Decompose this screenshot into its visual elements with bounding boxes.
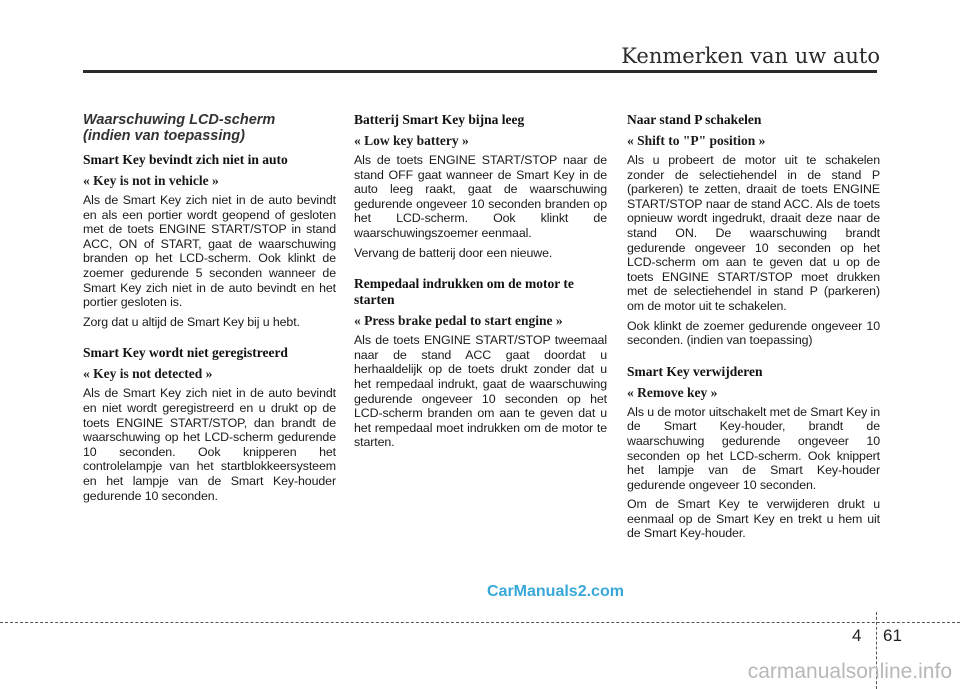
key-not-detected-title: Smart Key wordt niet geregistreerd: [83, 345, 288, 361]
key-not-in-vehicle-note: Zorg dat u altijd de Smart Key bij u hebt.: [83, 314, 300, 329]
warning-heading: Waarschuwing LCD-scherm (indien van toepassing): [83, 112, 276, 144]
remove-key-title: Smart Key verwijderen: [627, 363, 763, 379]
shift-to-p-text: Als u probeert de motor uit te schakelen zonder de selectiehendel in de stand P (parkeren) te zetten, draait de toets ENGINE START/STOP naar de stand ACC. Als de toets opnieuw wordt ingedrukt, draait deze naar de stand ON. De waarschuwing brandt gedurende ongeveer 10 seconden op het LCD-scherm om aan te geven dat u op de toets ENGINE START/STOP moet drukken met de selectiehendel in stand P (parkeren) om de motor uit te schakelen.: [627, 153, 880, 313]
shift-to-p-message: « Shift to "P" position »: [627, 133, 766, 148]
page-number: 61: [883, 626, 902, 645]
carmanuals-watermark: CarManuals2.com: [487, 583, 624, 600]
column-2: [354, 112, 607, 455]
remove-key-text: Als u de motor uitschakelt met de Smart Key in de Smart Key-houder, brandt de waarschuwing gedurende ongeveer 10 seconden op het LCD-scherm. Ook knippert het lampje van de Smart Key-houder gedurende ongeveer 10 seconden.: [627, 404, 880, 492]
key-not-detected-text: Als de Smart Key zich niet in de auto bevindt en niet wordt geregistreerd en u drukt op de toets ENGINE START/STOP, dan brandt de waarschuwing op het LCD-scherm gedurende 10 seconden. Ook knipperen het controlelampje van het startblokkeersysteem en het lampje van de Smart Key-houder gedurende 10 seconden.: [83, 386, 336, 503]
shift-to-p-note: Ook klinkt de zoemer gedurende ongeveer 10 seconden. (indien van toepassing): [627, 318, 880, 348]
press-brake-message: « Press brake pedal to start engine »: [354, 313, 563, 329]
footer-watermark: carmanualsonline.info: [747, 660, 952, 683]
key-not-in-vehicle-title: Smart Key bevindt zich niet in auto: [83, 152, 288, 167]
press-brake-title: Rempedaal indrukken om de motor te starten: [354, 276, 574, 308]
key-not-detected-message: « Key is not detected »: [83, 366, 213, 382]
header-rule: [83, 70, 877, 73]
section-header-title: Kenmerken van uw auto: [621, 44, 880, 68]
low-battery-note: Vervang de batterij door een nieuwe.: [354, 245, 553, 260]
low-battery-message: « Low key battery »: [354, 133, 469, 148]
remove-key-message: « Remove key »: [627, 384, 718, 400]
press-brake-text: Als de toets ENGINE START/STOP tweemaal naar de stand ACC gaat doordat u herhaaldelijk op de toets drukt zonder dat u het rempedaal indrukt, gaat de waarschuwing gedurende ongeveer 10 seconden op het LCD-scherm branden om aan te geven dat u het rempedaal moet indrukken om de motor te starten.: [354, 333, 607, 450]
remove-key-instructions: Om de Smart Key te verwijderen drukt u eenmaal op de Smart Key en trekt u hem uit de Smart Key-houder.: [627, 497, 880, 541]
chapter-number: 4: [852, 626, 862, 645]
column-3: [627, 112, 880, 546]
low-battery-text: Als de toets ENGINE START/STOP naar de stand OFF gaat wanneer de Smart Key in de auto leeg raakt, gaat de waarschuwing gedurende ongeveer 10 seconden branden op het LCD-scherm. Ook klinkt de waarschuwingszoemer eenmaal.: [354, 153, 607, 240]
key-not-in-vehicle-text: Als de Smart Key zich niet in de auto bevindt en als een portier wordt geopend of gesloten met de toets ENGINE START/STOP in stand ACC, ON of START, gaat de waarschuwing branden op het LCD-scherm. Ook klinkt de zoemer gedurende 5 seconden wanneer de Smart Key zich niet in de auto bevindt en het portier gesloten is.: [83, 193, 336, 310]
footer-rule: [0, 622, 960, 623]
column-1: [83, 112, 336, 508]
low-battery-title: Batterij Smart Key bijna leeg: [354, 112, 525, 127]
shift-to-p-title: Naar stand P schakelen: [627, 112, 762, 127]
key-not-in-vehicle-message: « Key is not in vehicle »: [83, 173, 219, 188]
